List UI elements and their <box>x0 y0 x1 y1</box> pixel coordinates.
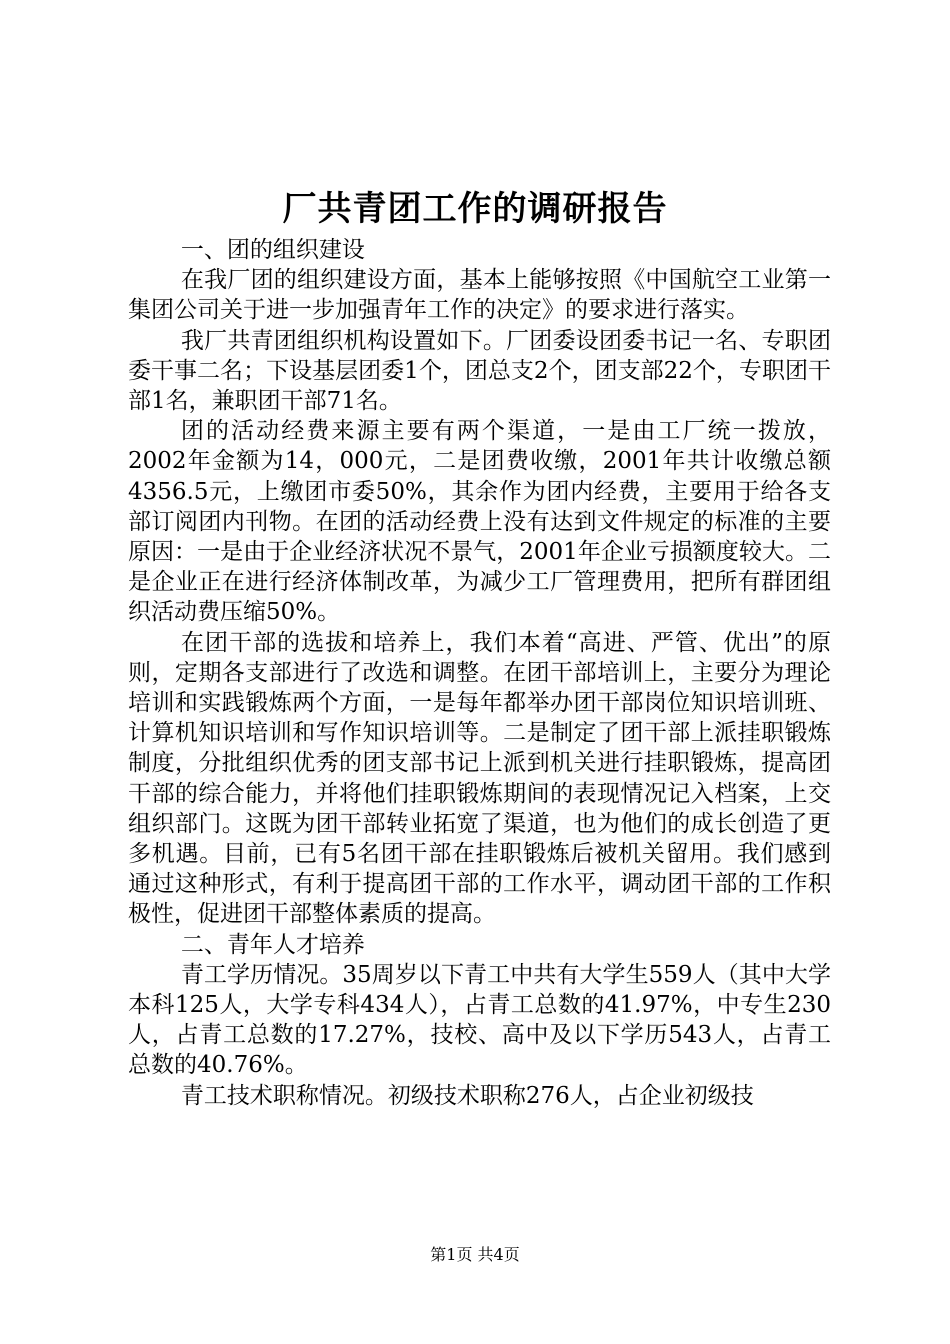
section-heading-organization: 一、团的组织建设 <box>180 237 365 263</box>
paragraph-technical-titles: 青工技术职称情况。初级技术职称276人，占企业初级技 <box>180 1082 754 1109</box>
document-title: 厂共青团工作的调研报告 <box>282 189 668 229</box>
paragraph-cadre-training: 在团干部的选拔和培养上，我们本着“高进、严管、优出”的原则，定期各支部进行了改选和调整。在团干部培训上，主要分为理论培训和实践锻炼两个方面，一是每年都举办团干部岗位知识培训班、计算机知识培训和写作知识培训等。二是制定了团干部上派挂职锻炼制度，分批组织优秀的团支部书记上派到机关进行挂职锻炼，提高团干部的综合能力，并将他们挂职锻炼期间的表现情况记入档案，上交组织部门。这既为团干部转业拓宽了渠道，也为他们的成长创造了更多机遇。目前，已有5名团干部在挂职锻炼后被机关留用。我们感到通过这种形式，有利于提高团干部的工作水平，调动团干部的工作积极性，促进团干部整体素质的提高。 <box>128 629 831 928</box>
paragraph-organization-structure: 我厂共青团组织机构设置如下。厂团委设团委书记一名、专职团委干事二名；下设基层团委1个，团总支2个，团支部22个，专职团干部1名，兼职团干部71名。 <box>128 327 831 415</box>
document-body <box>128 235 831 1111</box>
paragraph-activity-funding: 团的活动经费来源主要有两个渠道，一是由工厂统一拨放，2002年金额为14，000元，二是团费收缴，2001年共计收缴总额4356.5元，上缴团市委50%，其余作为团内经费，主要用于给各支部订阅团内刊物。在团的活动经费上没有达到文件规定的标准的主要原因：一是由于企业经济状况不景气，2001年企业亏损额度较大。二是企业正在进行经济体制改革，为减少工厂管理费用，把所有群团组织活动费压缩50%。 <box>128 418 831 626</box>
paragraph-education-stats: 青工学历情况。35周岁以下青工中共有大学生559人（其中大学本科125人，大学专科434人），占青工总数的41.97%，中专生230人，占青工总数的17.27%，技校、高中及以下学历543人，占青工总数的40.76%。 <box>128 961 831 1079</box>
section-heading-talent: 二、青年人才培养 <box>180 931 365 958</box>
paragraph-organization-intro: 在我厂团的组织建设方面，基本上能够按照《中国航空工业第一集团公司关于进一步加强青年工作的决定》的要求进行落实。 <box>128 267 831 324</box>
page-footer: 第1页 共4页 <box>430 1245 520 1264</box>
